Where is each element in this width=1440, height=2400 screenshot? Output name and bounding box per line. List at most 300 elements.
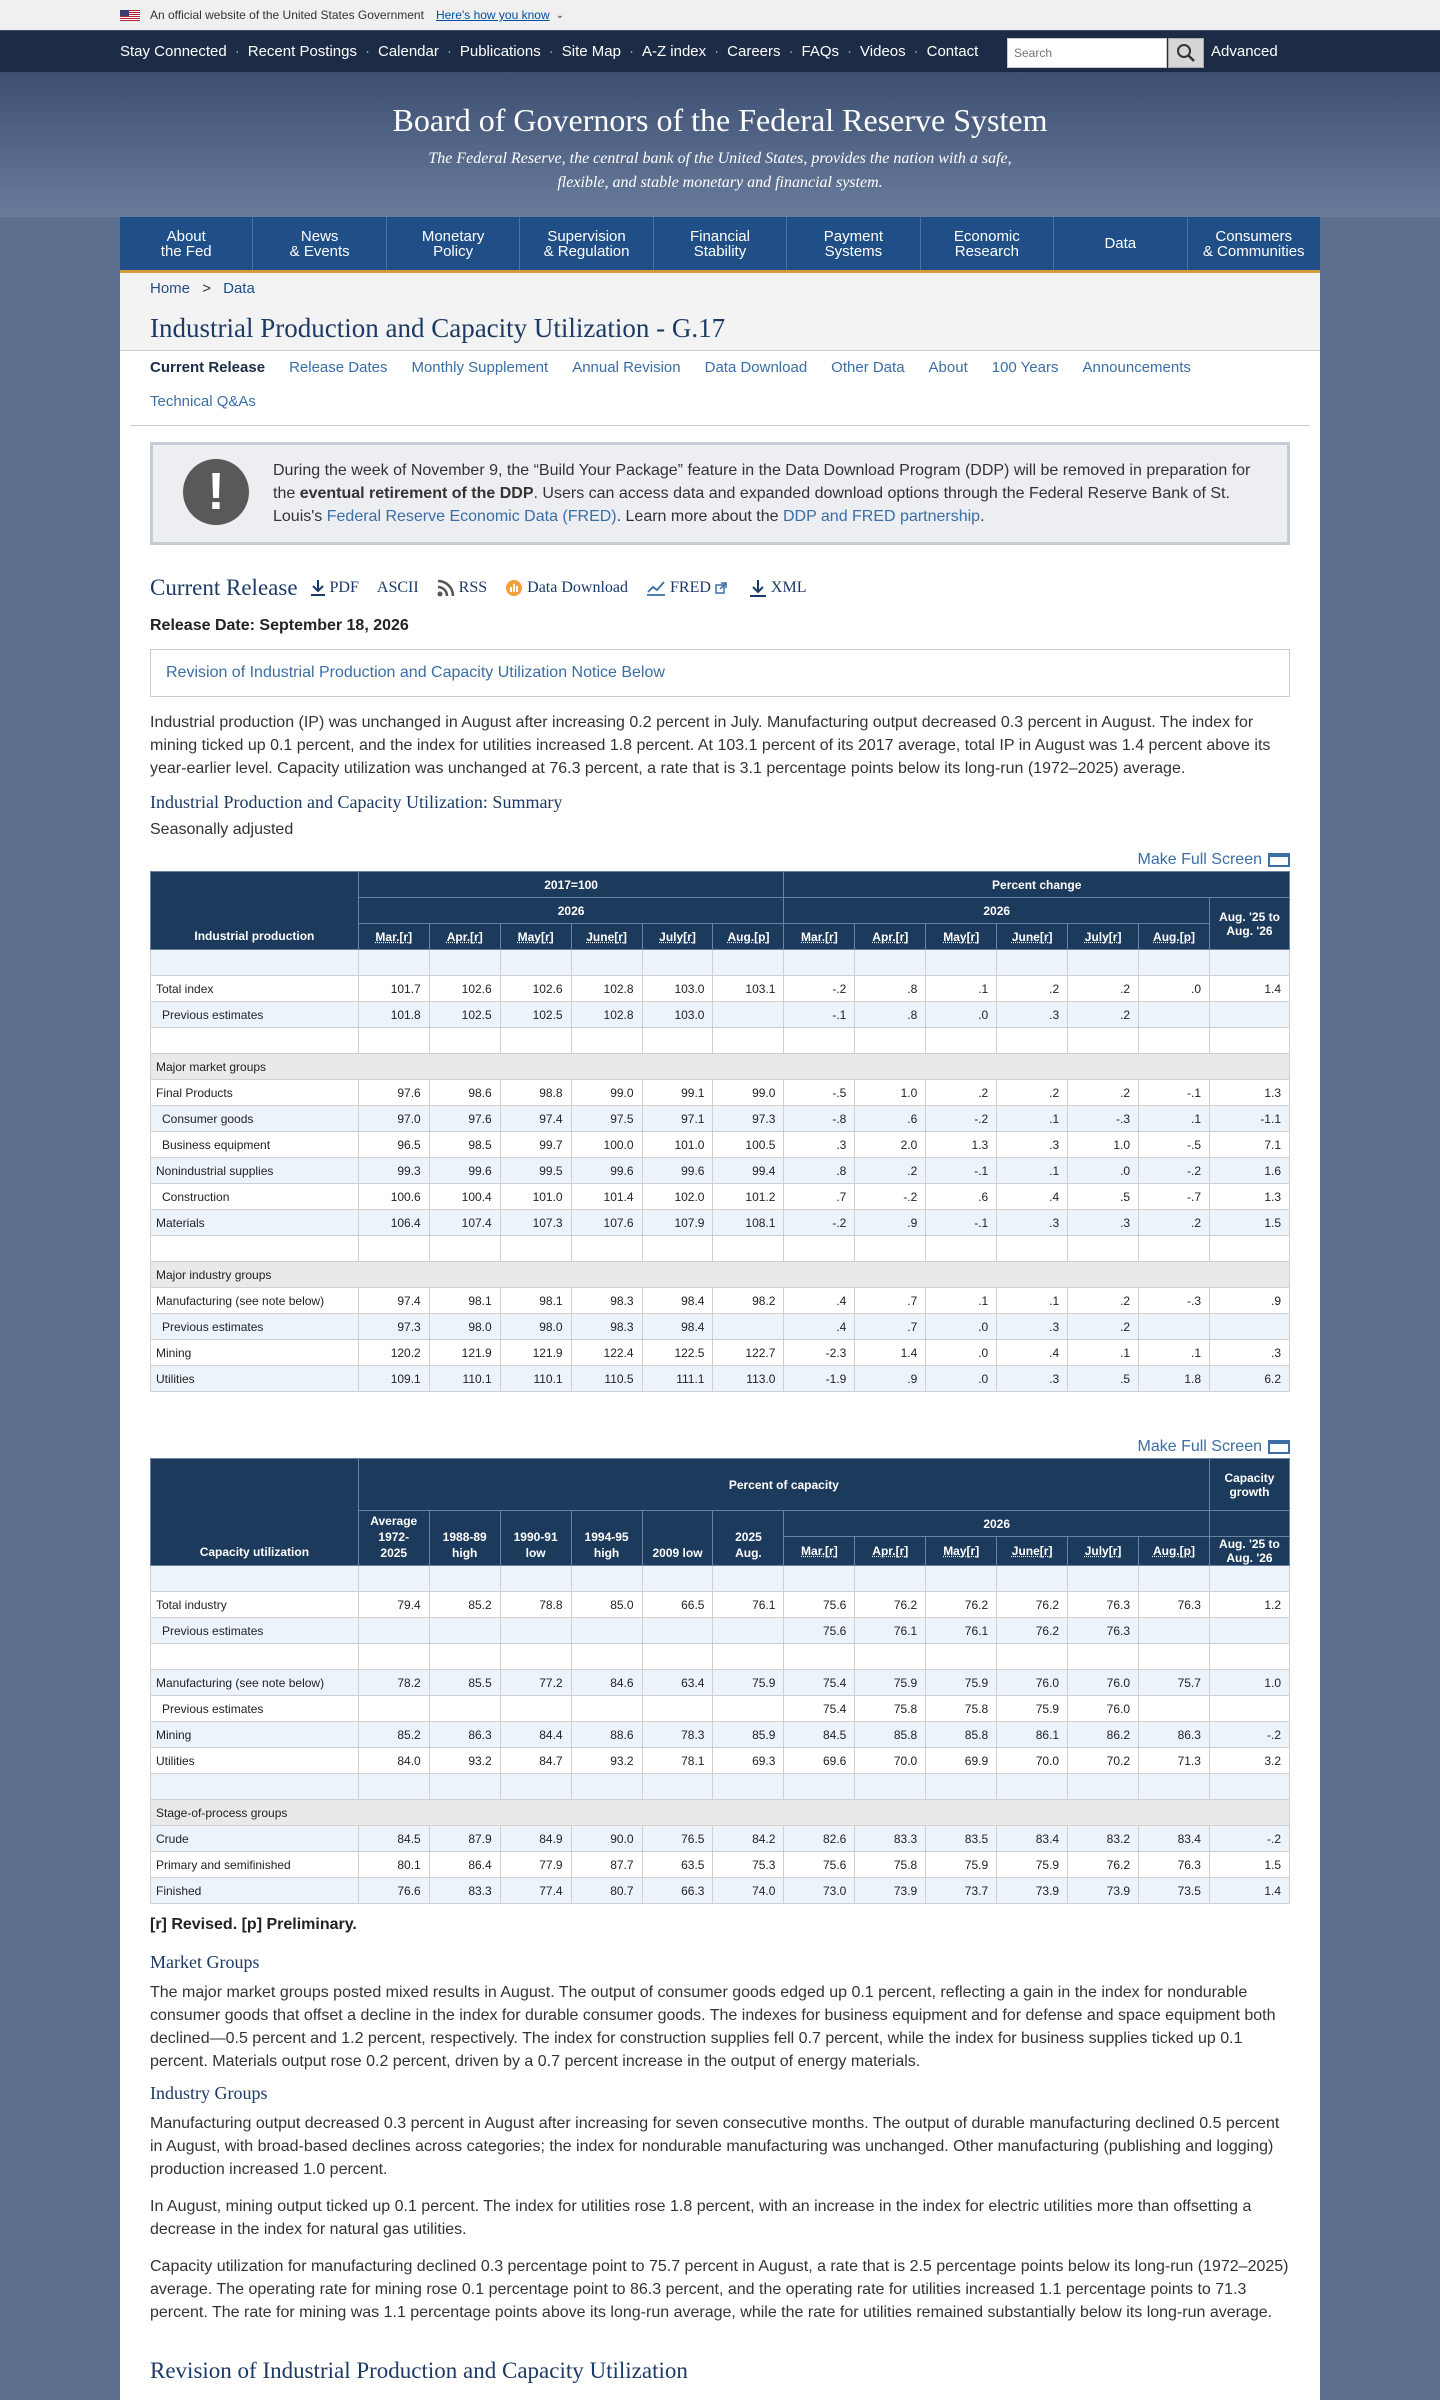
table-cell [926,1644,997,1670]
table-cell: 98.4 [642,1288,713,1314]
table-cell: 86.4 [429,1852,500,1878]
table-cell: 84.5 [358,1826,429,1852]
month-label: Aug.[p] [727,929,770,944]
table-cell: 99.7 [500,1132,571,1158]
table-cell: 80.1 [358,1852,429,1878]
revision-notice-link[interactable]: Revision of Industrial Production and Capacity Utilization Notice Below [150,649,1290,697]
site-tagline: The Federal Reserve, the central bank of the United States, provides the nation with a safe, flexible, and stable monetary and financial system. [428,150,1012,191]
release-date: Release Date: September 18, 2026 [150,617,409,634]
main-nav-item[interactable]: Economic Research [921,217,1054,270]
utility-link[interactable]: Publications [459,43,541,60]
table-row [151,1618,1290,1644]
month-label: May[r] [943,929,980,944]
intro-paragraph: Industrial production (IP) was unchanged in August after increasing 0.2 percent in July. Manufacturing output decreased 0.3 percent in August. The index for mining ticked up 0.1 percent, and the index for utilities increased 1.8 percent. At 103.1 percent of its 2017 average, total IP in August was 1.4 percent above its year-earlier level. Capacity utilization was unchanged at 76.3 percent, a rate that is 3.1 percentage points below its long-run (1972–2025) average. [150,714,1271,777]
table-cell [784,1236,855,1262]
row-label: Major market groups [151,1054,1290,1080]
notice-bold: eventual retirement of the DDP [299,485,534,502]
table-cell: 101.4 [571,1184,642,1210]
table-cell [1209,1696,1289,1722]
table-cell: .2 [1068,976,1139,1002]
table-cell: 108.1 [713,1210,784,1236]
table-cell [1139,1028,1210,1054]
table-cell [784,950,855,976]
table-cell: 102.8 [571,1002,642,1028]
year-header: 2026 [784,898,1210,924]
table-cell: .2 [1068,1288,1139,1314]
month-header [500,924,571,950]
main-content [120,273,1320,2400]
table-row [151,1878,1290,1904]
month-label: Mar.[r] [375,929,413,944]
table-cell: .9 [855,1366,926,1392]
table-cell: 76.1 [855,1618,926,1644]
table-cell: .3 [784,1132,855,1158]
table-cell: .5 [1068,1184,1139,1210]
table-cell: .0 [926,1314,997,1340]
table-row [151,1800,1290,1826]
site-title[interactable]: Board of Governors of the Federal Reserve System [392,102,1048,138]
subnav-tab[interactable]: Other Data [831,359,905,376]
table-cell: 99.6 [642,1158,713,1184]
table-row [151,1184,1290,1210]
table-cell [1068,1566,1139,1592]
row-label: Nonindustrial supplies [151,1158,359,1184]
table-cell: 110.5 [571,1366,642,1392]
utility-link[interactable]: FAQs [801,43,840,60]
utility-separator: · [628,43,634,60]
table-cell: .4 [997,1340,1068,1366]
table-cell: .4 [784,1288,855,1314]
table-cell [1209,1566,1289,1592]
ascii-label: ASCII [376,579,419,596]
table-cell: -.5 [784,1080,855,1106]
table-cell [1210,1236,1290,1262]
row-label [151,1566,359,1592]
table-cell: 85.5 [429,1670,500,1696]
table-cell: .0 [1068,1158,1139,1184]
table-cell [1068,1028,1139,1054]
row-label: Construction [151,1184,359,1210]
main-nav-item[interactable]: News & Events [253,217,386,270]
industry-groups-text-3: Capacity utilization for manufacturing declined 0.3 percentage point to 75.7 percent in August, a rate that is 2.5 percentage points below its long-run (1972–2025) average. The operating rate for mining rose 0.1 percentage point to 86.3 percent, and the operating rate for utilities increased 1.1 percentage points to 71.3 percent. The rate for mining was 1.1 percentage points above its long-run average, while the rate for utilities remained substantially below its long-run average. [150,2258,1289,2321]
table-cell: 75.9 [855,1670,926,1696]
table-cell: 97.6 [429,1106,500,1132]
table-cell: 102.0 [642,1184,713,1210]
table-cell: -1.1 [1210,1106,1290,1132]
table-cell: 85.0 [571,1592,642,1618]
table-cell [571,1566,642,1592]
row-label: Previous estimates [151,1002,359,1028]
data-download-link[interactable] [505,579,628,597]
table-cell: 111.1 [642,1366,713,1392]
advanced-search-link[interactable]: Advanced [1211,43,1278,60]
utility-separator: · [548,43,554,60]
table-cell [1139,1236,1210,1262]
table-cell [500,950,571,976]
table-cell: 77.4 [500,1878,571,1904]
table-cell: 73.9 [1068,1878,1139,1904]
subnav-tab[interactable]: 100 Years [991,359,1059,376]
us-flag-icon [120,10,140,21]
industry-groups-title: Industry Groups [150,2083,268,2103]
table-cell: 122.4 [571,1340,642,1366]
table-cell [571,950,642,976]
table-cell: 75.9 [997,1852,1068,1878]
table-cell [429,950,500,976]
table-cell [358,1566,429,1592]
breadcrumb-data[interactable]: Data [223,280,255,297]
row-label: Utilities [151,1366,359,1392]
table-cell: 85.2 [358,1722,429,1748]
table-cell: .3 [997,1210,1068,1236]
table-cell [1068,1774,1139,1800]
table-cell: 83.2 [1068,1826,1139,1852]
month-label: May[r] [943,1544,980,1558]
table-cell [642,1696,713,1722]
table-cell [358,1644,429,1670]
percent-change-header: Percent change [784,872,1290,898]
table-cell: 98.8 [500,1080,571,1106]
table-cell [429,1236,500,1262]
table-cell: -1.9 [784,1366,855,1392]
table-cell: 100.0 [571,1132,642,1158]
table-cell [358,1696,429,1722]
main-nav-item[interactable]: Data [1054,217,1187,270]
table-cell: 85.9 [713,1722,784,1748]
table-cell [500,1236,571,1262]
table-cell: 98.1 [500,1288,571,1314]
table-cell: .1 [1139,1106,1210,1132]
table-cell: 75.3 [713,1852,784,1878]
table-cell [926,1566,997,1592]
table-cell: 103.0 [642,976,713,1002]
notice-text-4: . [980,508,985,525]
table-cell [713,1236,784,1262]
table-cell [1210,950,1290,976]
hist-col-header: 1988-89 high [429,1511,500,1566]
row-label: Previous estimates [151,1696,359,1722]
row-label: Mining [151,1340,359,1366]
table-cell: 83.4 [997,1826,1068,1852]
table-row [151,1080,1290,1106]
table-cell: 101.0 [642,1132,713,1158]
utility-separator: · [847,43,853,60]
table-cell: 99.0 [571,1080,642,1106]
notice-text-1: During the week of November 9, the “Build Your Package” feature in the Data Download Program (DDP) will be removed in preparation for the [273,462,1251,502]
fullscreen-label: Make Full Screen [1137,851,1262,868]
ddp-notice [150,442,1290,545]
table-row [151,1340,1290,1366]
table-cell: 87.9 [429,1826,500,1852]
pdf-link[interactable] [310,579,359,597]
table-cell: -.2 [784,976,855,1002]
page-title-wrap [120,309,1320,351]
table-cell: 71.3 [1139,1748,1210,1774]
utility-link[interactable]: Calendar [377,43,439,60]
table-cell: .2 [1139,1210,1210,1236]
table-cell: 7.1 [1210,1132,1290,1158]
main-nav-item[interactable]: Supervision & Regulation [520,217,653,270]
table-cell: 102.8 [571,976,642,1002]
table-cell: 1.3 [1210,1184,1290,1210]
table-cell [642,1028,713,1054]
revision-title: Revision of Industrial Production and Capacity Utilization [150,2358,688,2383]
subnav-tab[interactable]: Monthly Supplement [411,359,549,376]
rss-link[interactable] [437,579,487,597]
fred-link[interactable]: Federal Reserve Economic Data (FRED) [326,508,617,525]
row-label: Materials [151,1210,359,1236]
table-cell: -.2 [784,1210,855,1236]
table-cell [997,1566,1068,1592]
table-cell: 107.3 [500,1210,571,1236]
yoy-header: Aug. '25 to Aug. '26 [1209,1537,1289,1566]
table-cell [1068,1644,1139,1670]
table-cell: 102.5 [429,1002,500,1028]
table-cell [997,1644,1068,1670]
month-header [784,924,855,950]
table-cell [784,1644,855,1670]
table-cell [784,1566,855,1592]
table-cell [1139,1644,1210,1670]
table-cell: 102.6 [429,976,500,1002]
chevron-down-icon[interactable]: ⌄ [555,9,565,21]
table-cell: 84.6 [571,1670,642,1696]
utility-link[interactable]: Contact [926,43,979,60]
table-cell [429,1566,500,1592]
table-cell: -.1 [926,1210,997,1236]
table-cell [855,1566,926,1592]
table-cell: 100.4 [429,1184,500,1210]
subnav-tab[interactable]: Current Release [150,359,266,376]
row-label-header: Industrial production [151,872,359,950]
table-cell: .1 [997,1288,1068,1314]
fullscreen-icon [1268,853,1290,867]
table-cell: .1 [997,1106,1068,1132]
month-header [855,924,926,950]
table-cell [855,950,926,976]
table-cell: -.8 [784,1106,855,1132]
table-cell [571,1774,642,1800]
main-nav-item[interactable]: Financial Stability [654,217,787,270]
month-header [855,1537,926,1566]
table-cell: 85.8 [855,1722,926,1748]
table-cell [358,1618,429,1644]
row-label: Business equipment [151,1132,359,1158]
download-icon [749,579,767,597]
table-cell: 97.3 [358,1314,429,1340]
table-cell [926,950,997,976]
main-nav-item[interactable]: Consumers & Communities [1202,227,1305,260]
page-title: Industrial Production and Capacity Utilization - G.17 [150,313,726,343]
table-cell: .2 [926,1080,997,1106]
utility-separator: · [446,43,452,60]
month-label: Mar.[r] [801,1544,838,1558]
table-cell [855,1644,926,1670]
subnav-tab[interactable]: Technical Q&As [150,393,256,410]
main-nav-item[interactable]: Payment Systems [787,217,920,270]
table-cell [642,1566,713,1592]
table-cell: .1 [1068,1340,1139,1366]
table-cell: 1.4 [1210,976,1290,1002]
heres-how-link[interactable]: Here's how you know [435,8,550,22]
table-cell [1139,1618,1210,1644]
table-cell: 83.3 [429,1878,500,1904]
breadcrumb-home[interactable]: Home [150,280,191,297]
table-cell: .8 [784,1158,855,1184]
table-cell: .2 [1068,1002,1139,1028]
year-header: 2026 [358,898,784,924]
table-cell: 66.5 [642,1592,713,1618]
table-cell: 76.2 [997,1618,1068,1644]
table-cell [1210,1002,1290,1028]
table-cell [358,1236,429,1262]
table-cell [429,1618,500,1644]
table-cell: .6 [855,1106,926,1132]
table-cell: 82.6 [784,1826,855,1852]
ddp-fred-partnership-link[interactable]: DDP and FRED partnership [782,508,981,525]
table-row [151,1262,1290,1288]
table-cell: 109.1 [358,1366,429,1392]
row-label: Major industry groups [151,1262,1290,1288]
table-cell [713,1774,784,1800]
table-cell: 75.9 [713,1670,784,1696]
search-input[interactable] [1007,38,1167,68]
table-cell: 84.2 [713,1826,784,1852]
subnav-tab[interactable]: About [928,359,968,376]
table-cell: .2 [997,976,1068,1002]
ascii-link[interactable] [377,579,419,597]
table-cell: -.2 [1209,1722,1289,1748]
table-row [151,1132,1290,1158]
utility-link[interactable]: Videos [860,43,906,60]
month-header [571,924,642,950]
table-cell [713,1314,784,1340]
utility-link[interactable]: A-Z index [641,43,707,60]
table-cell: 75.6 [784,1592,855,1618]
table-cell: 1.6 [1210,1158,1290,1184]
table-cell: 100.6 [358,1184,429,1210]
table-cell [642,1618,713,1644]
subnav-tab[interactable]: Release Dates [289,359,388,376]
fullscreen-link-1[interactable] [150,851,1290,869]
subnav-tab[interactable]: Data Download [704,359,808,376]
table-cell [500,1618,571,1644]
table-footnote: [r] Revised. [p] Preliminary. [150,1916,357,1933]
table-cell: 106.4 [358,1210,429,1236]
table-cell [500,1644,571,1670]
table-cell: 98.2 [713,1288,784,1314]
table-cell: -.1 [926,1158,997,1184]
table-cell: .7 [855,1314,926,1340]
table-cell [855,1236,926,1262]
hist-col-header: 2009 low [642,1511,713,1566]
utility-separator: · [913,43,919,60]
utility-separator: · [714,43,720,60]
month-label: Apr.[r] [446,929,483,944]
table-cell: 97.3 [713,1106,784,1132]
table-cell: .3 [1068,1210,1139,1236]
table-cell: .3 [997,1366,1068,1392]
main-nav-item[interactable]: Monetary Policy [387,217,520,270]
table-cell: 76.2 [997,1592,1068,1618]
month-label: Apr.[r] [872,929,909,944]
table-row [151,976,1290,1002]
month-header [784,1537,855,1566]
table-cell: .7 [855,1288,926,1314]
utility-link[interactable]: Recent Postings [247,43,357,60]
main-nav-item[interactable]: About the Fed [120,217,253,270]
utility-link[interactable]: Stay Connected [120,43,227,60]
table-cell: 85.8 [926,1722,997,1748]
table-row [151,1054,1290,1080]
month-label: May[r] [517,929,554,944]
table-cell: 1.4 [1209,1878,1289,1904]
month-label: July[r] [1084,929,1122,944]
table-cell: 102.6 [500,976,571,1002]
table-cell: 102.5 [500,1002,571,1028]
table-cell: 70.2 [1068,1748,1139,1774]
table-cell: 63.4 [642,1670,713,1696]
table-cell: .1 [926,976,997,1002]
table-cell [500,1696,571,1722]
table-cell: 121.9 [429,1340,500,1366]
utility-separator: · [364,43,370,60]
subnav-tab[interactable]: Annual Revision [572,359,681,376]
row-label [151,1028,359,1054]
main-nav [120,217,1320,273]
row-label: Manufacturing (see note below) [151,1670,359,1696]
table-cell: 84.7 [500,1748,571,1774]
percent-capacity-header: Percent of capacity [358,1459,1209,1511]
table-row [151,1158,1290,1184]
utility-link[interactable]: Site Map [561,43,621,60]
table-cell: 121.9 [500,1340,571,1366]
fred-release-link[interactable] [646,579,731,597]
month-header [1068,1537,1139,1566]
month-header [642,924,713,950]
subnav-tab[interactable]: Announcements [1082,359,1191,376]
utility-link[interactable]: Careers [727,43,781,60]
month-header [429,924,500,950]
table-cell [500,1028,571,1054]
table-cell: 103.0 [642,1002,713,1028]
table-cell [713,1644,784,1670]
table-cell: 69.6 [784,1748,855,1774]
fullscreen-link-2[interactable] [150,1438,1290,1456]
row-label [151,1644,359,1670]
table-row [151,1106,1290,1132]
table-cell: 76.6 [358,1878,429,1904]
table-cell: 110.1 [500,1366,571,1392]
table-cell [713,1028,784,1054]
table-cell: 86.2 [1068,1722,1139,1748]
table-cell: .1 [926,1288,997,1314]
table-cell: 77.2 [500,1670,571,1696]
table-cell: .8 [855,976,926,1002]
table-cell: 79.4 [358,1592,429,1618]
table-cell: 1.3 [1210,1080,1290,1106]
gov-banner [0,0,1440,30]
table-cell: 75.7 [1139,1670,1210,1696]
table-cell [571,1028,642,1054]
table-cell: 76.2 [855,1592,926,1618]
xml-link[interactable] [749,579,807,597]
table-cell [500,1566,571,1592]
row-label: Stage-of-process groups [151,1800,1290,1826]
table-cell: .7 [784,1184,855,1210]
search-button[interactable] [1168,38,1204,68]
table-cell [1139,1566,1210,1592]
